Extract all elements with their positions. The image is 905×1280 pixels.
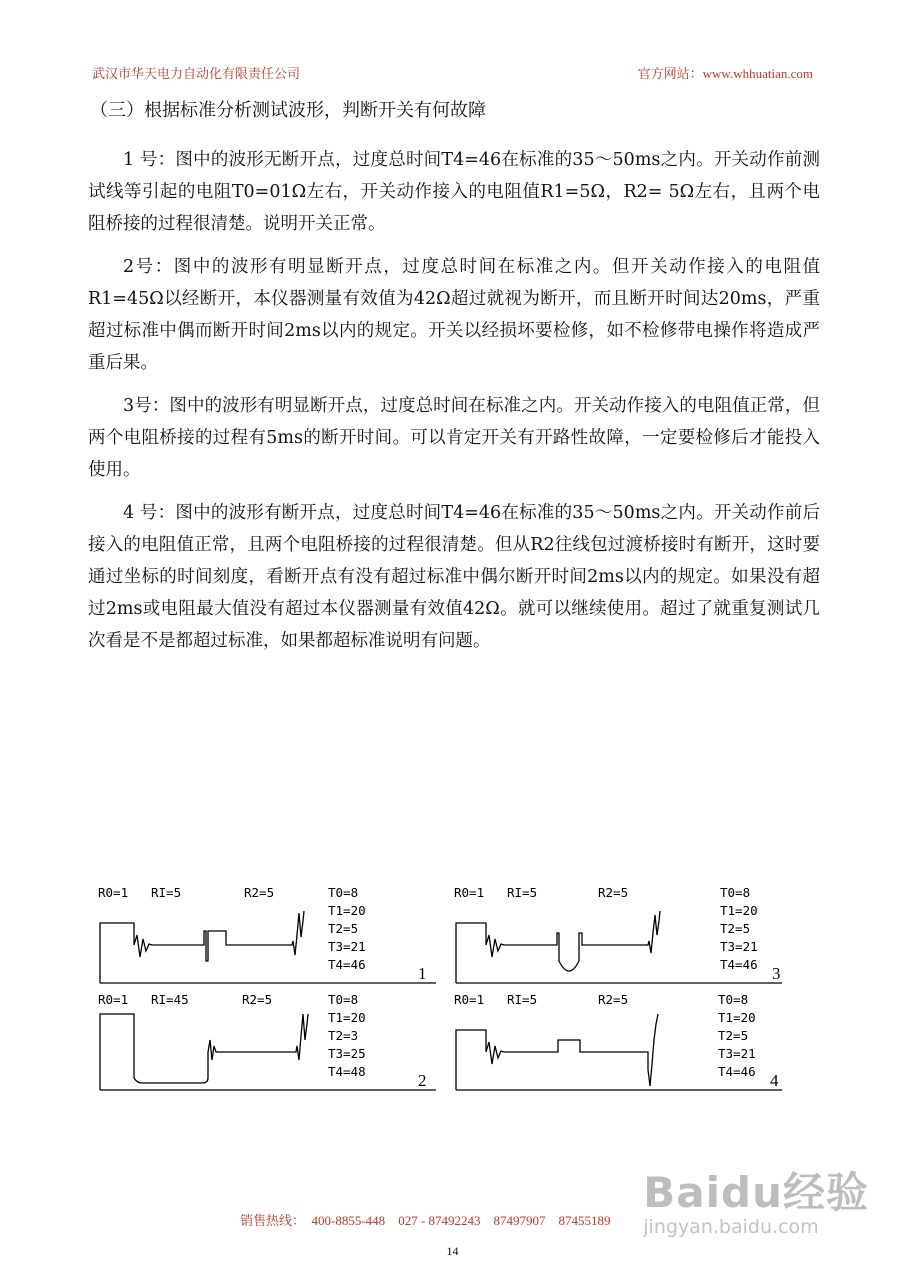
fig1-t3-label: T3=21	[328, 939, 366, 954]
waveform-panel-2	[96, 990, 436, 1095]
fig3-t3-label: T3=21	[720, 939, 758, 954]
fig3-r0-label: R0=1	[454, 885, 485, 900]
page-number: 14	[446, 1244, 459, 1258]
fig3-r2-label: R2=5	[598, 885, 629, 900]
fig3-t2-label: T2=5	[720, 921, 751, 936]
footer-phone-3: 87497907	[493, 1213, 546, 1228]
footer-hotline	[240, 1210, 611, 1229]
fig2-waveform-trace	[100, 1014, 308, 1090]
baidu-url: jingyan.baidu.com	[643, 1216, 819, 1238]
footer-phone-2: 027 - 87492243	[398, 1213, 481, 1228]
fig2-number: 2	[418, 1071, 427, 1090]
footer-phone-4: 87455189	[558, 1213, 611, 1228]
fig1-r1-label: RI=5	[151, 885, 182, 900]
fig1-t2-label: T2=5	[328, 921, 359, 936]
fig3-r1-label: RI=5	[507, 885, 538, 900]
fig2-t3-label: T3=25	[328, 1046, 366, 1061]
fig4-r2-label: R2=5	[598, 992, 629, 1007]
fig2-r1-label: RI=45	[151, 992, 189, 1007]
fig4-number: 4	[770, 1071, 779, 1090]
body-text	[88, 144, 820, 668]
paragraph-3: 3号：图中的波形有明显断开点，过度总时间在标准之内。开关动作接入的电阻值正常，但两个电阻桥接的过程有5ms的断开时间。可以肯定开关有开路性故障，一定要检修后才能投入使用。	[88, 396, 820, 480]
fig1-number: 1	[418, 964, 427, 983]
section-title: （三）根据标准分析测试波形，判断开关有何故障	[90, 100, 486, 121]
fig4-t3-label: T3=21	[718, 1046, 756, 1061]
header-website: 官方网站：www.whhuatian.com	[637, 66, 813, 81]
paragraph-4: 4 号：图中的波形有断开点，过度总时间T4=46在标准的35～50ms之内。开关动作前后接入的电阻值正常，且两个电阻桥接的过程很清楚。但从R2往线包过渡桥接时有断开，这时要通过坐标的时间刻度，看断开点有没有超过标准中偶尔断开时间2ms以内的规定。如果没有超过2ms或电阻最大值没有超过本仪器测量有效值42Ω。就可以继续使用。超过了就重复测试几次看是不是都超过标准，如果都超标准说明有问题。	[88, 503, 820, 651]
footer-phone-1: 400-8855-448	[311, 1213, 386, 1228]
fig4-t0-label: T0=8	[718, 992, 749, 1007]
fig1-t0-label: T0=8	[328, 885, 359, 900]
fig1-t4-label: T4=46	[328, 957, 366, 972]
fig2-t2-label: T2=3	[328, 1028, 359, 1043]
fig4-t1-label: T1=20	[718, 1010, 756, 1025]
fig3-t1-label: T1=20	[720, 903, 758, 918]
paragraph-2: 2号：图中的波形有明显断开点，过度总时间在标准之内。但开关动作接入的电阻值R1=45Ω以经断开，本仪器测量有效值为42Ω超过就视为断开，而且断开时间达20ms，严重超过标准中偶而断开时间2ms以内的规定。开关以经损坏要检修，如不检修带电操作将造成严重后果。	[88, 257, 820, 373]
fig1-waveform-trace	[100, 911, 304, 983]
waveform-figures	[96, 883, 816, 1095]
fig1-r0-label: R0=1	[98, 885, 129, 900]
fig2-r2-label: R2=5	[242, 992, 273, 1007]
fig2-t0-label: T0=8	[328, 992, 359, 1007]
waveform-panel-3	[452, 883, 792, 988]
waveform-panel-4	[452, 990, 792, 1095]
fig4-t2-label: T2=5	[718, 1028, 749, 1043]
baidu-watermark	[643, 1160, 869, 1238]
fig3-number: 3	[772, 964, 781, 983]
waveform-4-svg	[452, 990, 792, 1095]
fig4-r1-label: RI=5	[507, 992, 538, 1007]
fig2-t4-label: T4=48	[328, 1064, 366, 1079]
fig1-t1-label: T1=20	[328, 903, 366, 918]
fig1-r2-label: R2=5	[244, 885, 275, 900]
baidu-logo: Baidu经验	[643, 1168, 869, 1217]
fig4-r0-label: R0=1	[454, 992, 485, 1007]
fig2-t1-label: T1=20	[328, 1010, 366, 1025]
waveform-2-svg	[96, 990, 436, 1095]
fig3-t4-label: T4=46	[720, 957, 758, 972]
fig2-r0-label: R0=1	[98, 992, 129, 1007]
fig3-waveform-trace	[456, 911, 660, 983]
paragraph-1: 1 号：图中的波形无断开点，过度总时间T4=46在标准的35～50ms之内。开关动作前测试线等引起的电阻T0=01Ω左右，开关动作接入的电阻值R1=5Ω，R2= 5Ω左右，且两个电阻桥接的过程很清楚。说明开关正常。	[88, 150, 820, 234]
header-company: 武汉市华天电力自动化有限责任公司	[92, 66, 301, 81]
fig4-t4-label: T4=46	[718, 1064, 756, 1079]
fig4-waveform-trace	[456, 1014, 658, 1090]
footer-hotline-label: 销售热线：	[240, 1213, 306, 1228]
waveform-1-svg	[96, 883, 436, 988]
fig3-t0-label: T0=8	[720, 885, 751, 900]
waveform-panel-1	[96, 883, 436, 988]
waveform-3-svg	[452, 883, 792, 988]
